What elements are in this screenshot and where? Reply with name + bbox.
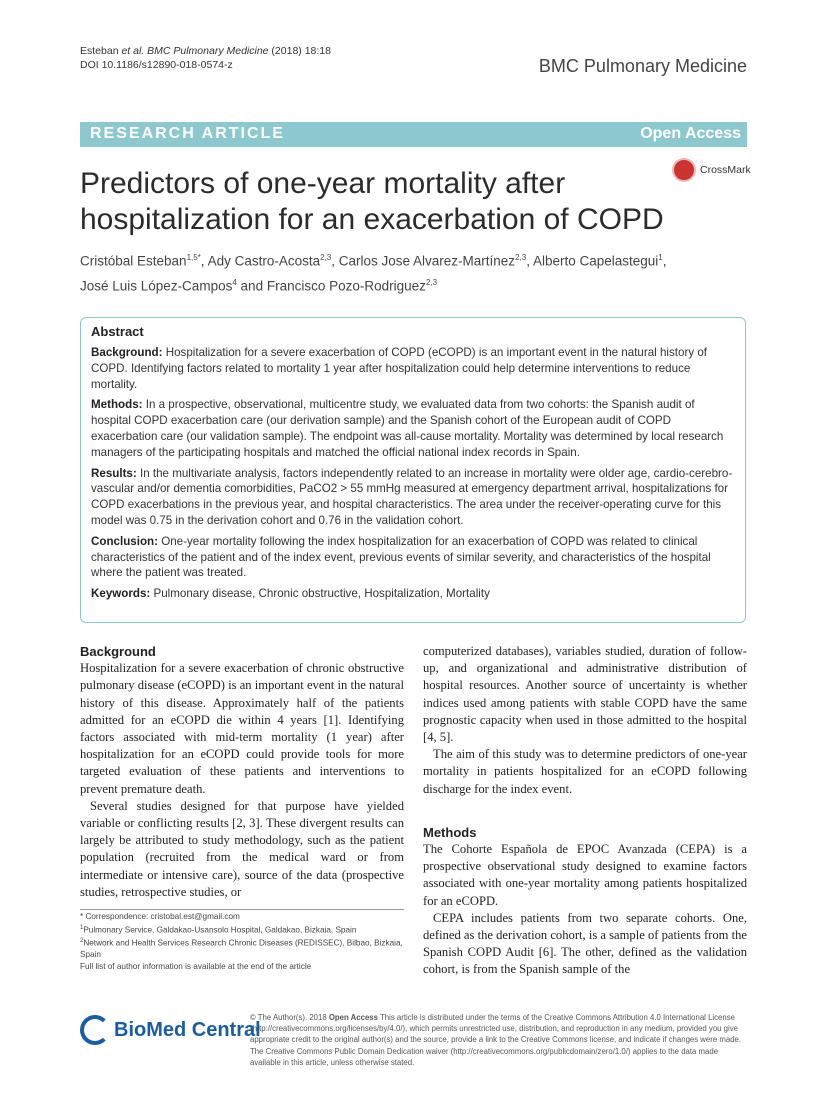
author-affiliation: 1,5*: [186, 253, 201, 262]
author: Carlos Jose Alvarez-Martínez: [338, 253, 516, 269]
body-column-left: [80, 643, 404, 901]
author-separator: ,: [662, 253, 667, 269]
citation-journal: et al. BMC Pulmonary Medicine: [121, 45, 269, 57]
citation-author: Esteban: [80, 45, 122, 57]
abstract-methods: [91, 397, 737, 460]
article-type-banner: [80, 122, 747, 147]
abstract-conclusion: [91, 534, 737, 581]
author-separator: ,: [200, 253, 208, 269]
author-affiliation: 2,3: [425, 277, 438, 287]
license-open-access: Open Access: [328, 1013, 378, 1022]
abstract-background-label: Background:: [91, 346, 163, 359]
affiliation-number: 1: [80, 924, 84, 931]
body-paragraph: Hospitalization for a severe exacerbation of chronic obstructive pulmonary disease (eCOPD) is an important event in the natural history of this disease. Approximately half of the patients admitted for an eCOPD die within 4 years [1]. Identifying factors associated with mid-term mortality (1 year) after hospitalization for an eCOPD could provide tools for more targeted evaluation of these patients and interventions to prevent premature death.: [80, 661, 404, 796]
affiliation-text: Pulmonary Service, Galdakao-Usansolo Hospital, Galdakao, Bizkaia, Spain: [83, 925, 357, 935]
crossmark-icon: [672, 158, 696, 182]
body-paragraph: Several studies designed for that purpose have yielded variable or conflicting results [2, 3]. These divergent results can largely be attributed to study methodology, such as the patient population (recruited from the medical ward or from intermediate or intensive care), source of the data (prospective studies, retrospective studies, or: [80, 798, 404, 899]
author: Francisco Pozo-Rodriguez: [266, 278, 426, 293]
abstract-conclusion-text: One-year mortality following the index hospitalization for an exacerbation of COPD was related to clinical characteristics of the patient and of the index event, previous events of similar severity, and characteristics of the hospital where the patient was treated.: [91, 534, 711, 580]
author: José Luis López-Campos: [80, 278, 233, 293]
abstract-conclusion-label: Conclusion:: [91, 534, 158, 548]
author-affiliation: 1: [658, 253, 663, 262]
crossmark-badge[interactable]: [672, 156, 752, 186]
citation-line: [80, 44, 331, 58]
affiliation-2: [80, 936, 410, 961]
article-title: Predictors of one-year mortality after hospitalization for an exacerbation of COPD: [80, 167, 664, 236]
license-copyright: © The Author(s). 2018: [250, 1013, 329, 1022]
affiliation-text: Network and Health Services Research Chronic Diseases (REDISSEC), Bilbao, Bizkaia, Spain: [80, 938, 403, 960]
abstract-keywords-label: Keywords:: [91, 587, 151, 601]
correspondence-email[interactable]: * Correspondence: cristobal.est@gmail.com: [80, 912, 240, 921]
affiliation-number: 2: [80, 937, 84, 944]
article-type: RESEARCH ARTICLE: [90, 125, 285, 142]
abstract-results-text: In the multivariate analysis, factors independently related to an increase in mortality were older age, cardio-cerebro-vascular and/or dementia comorbidities, PaCO2 > 55 mmHg measured at emergency department arrival, hospitalizations for COPD exacerbations in the previous year, and hospital characteristics. The area under the receiver-operating curve for this model was 0.75 in the derivation cohort and 0.76 in the validation cohort.: [91, 466, 733, 527]
citation-header: [80, 44, 331, 72]
author-info-note: Full list of author information is available at the end of the article: [80, 961, 312, 971]
author-conjunction: and: [236, 278, 267, 293]
crossmark-label: CrossMark: [700, 164, 751, 176]
body-column-right: [423, 643, 747, 979]
biomed-central-logo: [80, 1015, 261, 1049]
section-heading-background: Background: [80, 644, 156, 659]
citation-volume: (2018) 18:18: [268, 45, 331, 57]
affiliation-1: [80, 923, 410, 936]
abstract-heading: Abstract: [91, 324, 144, 339]
body-paragraph: computerized databases), variables studied, duration of follow-up, and organizational and administrative distribution of hospital resources. Another source of uncertainty is whether indices used among patients with stable COPD have the same prognostic capacity when used in those admitted to the hospital [4, 5].: [423, 644, 747, 745]
abstract-box: [80, 317, 746, 623]
biomed-central-ring-icon: [80, 1015, 110, 1045]
author-list: [80, 247, 760, 296]
author: Ady Castro-Acosta: [207, 253, 321, 269]
abstract-results: [91, 466, 737, 529]
license-statement: [250, 1012, 750, 1068]
footnotes: [80, 911, 410, 972]
author: Alberto Capelastegui: [532, 253, 659, 269]
author-affiliation: 2,3: [515, 253, 527, 262]
abstract-background: [91, 345, 737, 392]
abstract-keywords: [91, 586, 737, 602]
journal-name: BMC Pulmonary Medicine: [538, 56, 747, 76]
author-separator: ,: [331, 253, 339, 269]
author: Cristóbal Esteban: [80, 253, 187, 269]
section-heading-methods: Methods: [423, 824, 477, 840]
body-paragraph: CEPA includes patients from two separate cohorts. One, defined as the derivation cohort, is a sample of patients from the Spanish COPD Audit [6]. The other, defined as the validation cohort, is from the Spanish sample of the: [423, 910, 747, 977]
license-text: This article is distributed under the terms of the Creative Commons Attribution 4.0 International License (http://creativecommons.org/licenses/by/4.0/), which permits unrestricted use, distribution, and reproduction in any medium, provided you give appropriate credit to the original author(s) and the source, provide a link to the Creative Commons license, and indicate if changes were made. The Creative Commons Public Domain Dedication waiver (http://creativecommons.org/publicdomain/zero/1.0/) applies to the data made available in this article, unless otherwise stated.: [250, 1013, 742, 1067]
abstract-methods-text: In a prospective, observational, multicentre study, we evaluated data from two cohorts: the Spanish audit of hospital COPD exacerbation care (our derivation sample) and the Spanish cohort of the European audit of COPD exacerbation care (our validation sample). The endpoint was all-cause mortality. Mortality was determined by local research managers of the participating hospitals and matched the official national index records in Spain.: [91, 398, 724, 459]
body-paragraph: The aim of this study was to determine predictors of one-year mortality in patients hospitalized for an eCOPD following discharge for the index event.: [423, 747, 747, 796]
abstract-methods-label: Methods:: [91, 398, 143, 412]
open-access-label: Open Access: [640, 125, 741, 142]
abstract-background-text: Hospitalization for a severe exacerbation of COPD (eCOPD) is an important event in the natural history of COPD. Identifying factors related to mortality 1 year after hospitalization could help determine interventions to reduce mortality.: [91, 346, 708, 391]
abstract-keywords-text: Pulmonary disease, Chronic obstructive, Hospitalization, Mortality: [150, 587, 490, 601]
doi: DOI 10.1186/s12890-018-0574-z: [80, 59, 233, 71]
author-separator: ,: [526, 253, 533, 269]
author-affiliation: 4: [232, 277, 237, 287]
biomed-central-logo-text: BioMed Central: [114, 1019, 261, 1041]
abstract-results-label: Results:: [91, 466, 137, 480]
body-paragraph: The Cohorte Española de EPOC Avanzada (CEPA) is a prospective observational study designed to examine factors associated with one-year mortality among patients hospitalized for an eCOPD.: [423, 842, 747, 908]
footnote-divider: [80, 909, 404, 910]
author-affiliation: 2,3: [320, 253, 332, 262]
